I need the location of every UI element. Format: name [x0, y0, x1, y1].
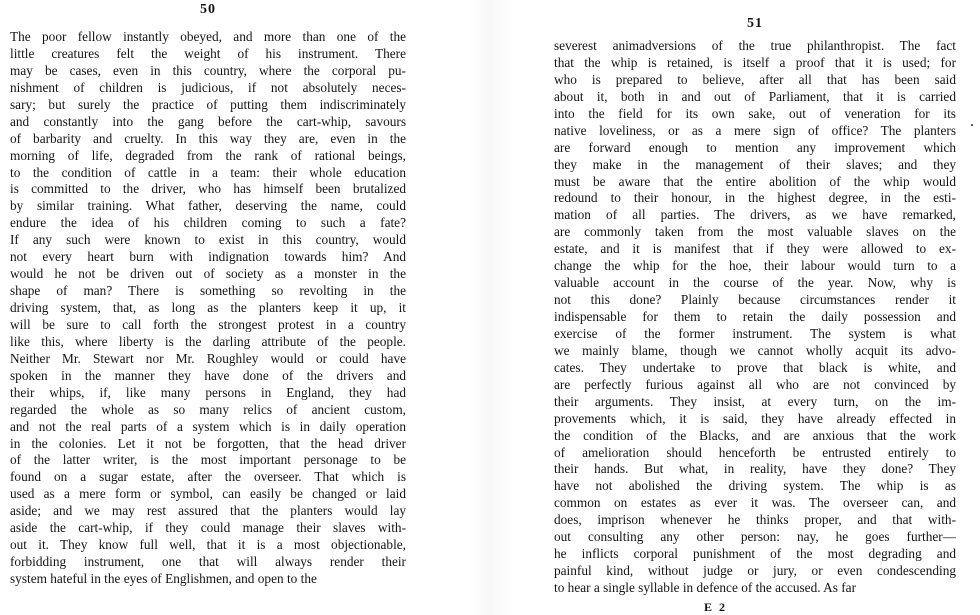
text-line: aside the cart-whip, if they could manage their slaves with- [10, 520, 406, 536]
text-line: out consulting any other person: nay, he goes further— [554, 529, 956, 545]
left-page [0, 0, 420, 615]
text-line: driving system, that, as long as the planters keep it up, it [10, 300, 406, 315]
text-line: may be cases, even in this country, where the corporal pu- [10, 62, 406, 78]
text-line: Neither Mr. Stewart nor Mr. Roughley would or could have [10, 350, 406, 366]
text-line: estate, and it is manifest that if they were allowed to ex- [554, 241, 956, 257]
text-line: aside; and we may rest assured that the planters would lay [10, 503, 406, 519]
text-line: to hear a single syllable in defence of the accused. As far [554, 580, 857, 595]
text-line: shape of man? There is something so revolting in the [10, 283, 406, 299]
right-page-body [554, 38, 956, 597]
text-line: exercise of the former instrument. The system is what [554, 325, 956, 341]
text-line: their arguments. They insist, at every turn, on the im- [554, 393, 956, 409]
page-gutter [468, 0, 512, 615]
text-line: are commonly taken from the most valuable slaves on the [554, 224, 956, 240]
text-line: their whips, if, like many persons in England, they had [10, 384, 406, 400]
text-line: who is prepared to believe, after all that has been said [554, 71, 956, 87]
text-line: endure the idea of his children coming to such a fate? [10, 215, 406, 231]
text-line: not every heart burn with indignation towards him? And [10, 249, 406, 265]
text-line: have not abolished the driving system. The whip is as [554, 478, 956, 494]
text-line: change the whip for the hoe, their labour would turn to a [554, 258, 956, 274]
text-line: redound to their honour, in the highest degree, in the esti- [554, 190, 956, 206]
text-line: he inflicts corporal punishment of the most degrading and [554, 546, 956, 562]
text-line: cates. They undertake to prove that black is white, and [554, 359, 956, 375]
text-line: native loveliness, or as a mere sign of office? The planters [554, 122, 956, 138]
text-line: is committed to the driver, who has himself been brutalized [10, 181, 406, 197]
right-page [540, 0, 980, 615]
text-line: morning of life, degraded from the rank of rational beings, [10, 147, 406, 163]
page-number: 50 [200, 2, 216, 17]
text-line: we mainly blame, though we cannot wholly acquit its advo- [554, 342, 956, 358]
text-line: their hands. But what, in reality, have they done? They [554, 461, 956, 477]
text-line: to the condition of cattle in a team: their whole education [10, 164, 406, 180]
text-line: would he not be driven out of society as a monster in the [10, 266, 406, 282]
text-line: into the field for its own sake, out of veneration for its [554, 105, 956, 121]
text-line: not this done? Plainly because circumstances render it [554, 292, 956, 308]
text-line: If any such were known to exist in this country, would [10, 232, 406, 248]
text-line: of barbarity and cruelty. In this way they are, even in the [10, 130, 406, 146]
text-line: are forward enough to mention any improvement which [554, 139, 956, 155]
text-line: that the whip is retained, is itself a proof that it is used; for [554, 54, 956, 70]
text-line: forbidding instrument, one that will always render their [10, 554, 406, 570]
text-line: and not the real parts of a system which is in daily operation [10, 418, 406, 434]
text-line: mation of all parties. The drivers, as we have remarked, [554, 207, 956, 223]
text-line: severest animadversions of the true philanthropist. The fact [554, 38, 956, 53]
margin-dot: · [970, 118, 975, 132]
text-line: provements which, it is said, they have already effected in [554, 410, 956, 426]
text-line: they make in the management of their slaves; and they [554, 156, 956, 172]
page-number: 51 [747, 16, 763, 31]
text-line: common on estates as ever it was. The overseer can, and [554, 495, 956, 511]
text-line: used as a mere form or symbol, can easily be changed or laid [10, 486, 406, 502]
text-line: like this, where liberty is the darling attribute of the people. [10, 333, 406, 349]
text-line: does, imprison whenever he thinks proper, and that with- [554, 512, 956, 528]
signature-mark: E 2 [704, 600, 728, 614]
text-line: about it, both in and out of Parliament, that it is carried [554, 88, 956, 104]
text-line: painful kind, without judge or jury, or even condescending [554, 563, 956, 579]
text-line: regarded the whole as so many relics of ancient custom, [10, 401, 406, 417]
text-line: nishment of children is judicious, if not absolutely neces- [10, 79, 406, 95]
text-line: found on a sugar estate, after the overseer. That which is [10, 469, 406, 485]
text-line: The poor fellow instantly obeyed, and more than one of the [10, 29, 406, 44]
text-line: by similar training. What father, deserving the name, could [10, 198, 406, 214]
text-line: of amelioration should henceforth be entrusted entirely to [554, 444, 956, 460]
text-line: sary; but surely the practice of putting them indiscriminately [10, 96, 406, 112]
text-line: in the colonies. Let it not be forgotten, that the head driver [10, 435, 406, 451]
text-line: the condition of the Blacks, and are anxious that the work [554, 427, 956, 443]
text-line: system hateful in the eyes of Englishmen, and open to the [10, 571, 317, 586]
text-line: will be sure to call forth the strongest protest in a country [10, 316, 406, 332]
text-line: of the latter writer, is the most important personage to be [10, 452, 406, 468]
text-line: and constantly into the gang before the cart-whip, savours [10, 113, 406, 129]
text-line: little creatures felt the weight of his instrument. There [10, 45, 406, 61]
text-line: valuable account in the course of the year. Now, why is [554, 275, 956, 291]
text-line: indispensable for them to retain the daily possession and [554, 309, 956, 324]
text-line: must be aware that the entire abolition of the whip would [554, 173, 956, 189]
text-line: are perfectly furious against all who are not convinced by [554, 376, 956, 392]
left-page-body [10, 29, 406, 588]
text-line: out it. They know full well, that it is a most objectionable, [10, 537, 406, 553]
text-line: spoken in the manner they have done of the drivers and [10, 367, 406, 383]
